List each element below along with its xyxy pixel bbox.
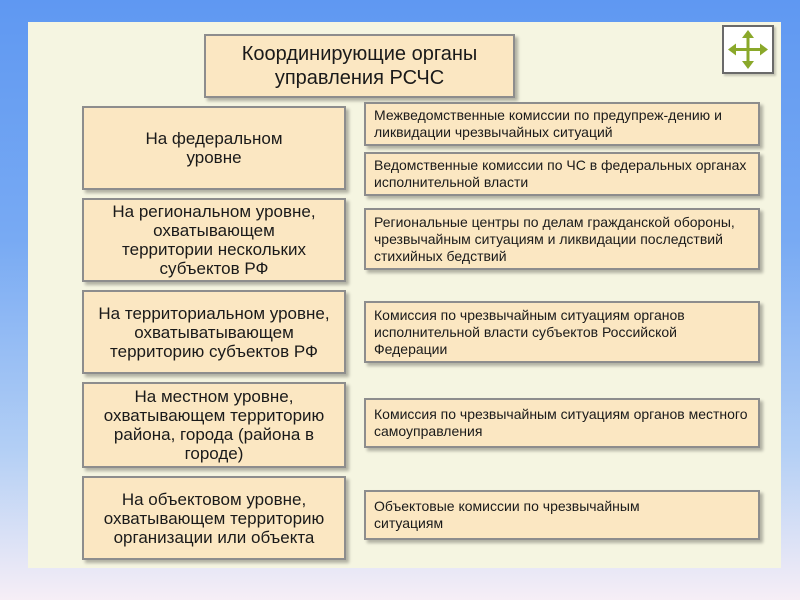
body-box-regional-centers	[364, 208, 760, 270]
body-text: Ведомственные комиссии по ЧС в федеральных органах исполнительной власти	[374, 157, 747, 190]
level-box-federal	[82, 106, 346, 190]
level-label: На объектовом уровне, охватывающем территорию организации или объекта	[103, 489, 325, 547]
body-box-departmental-commissions	[364, 152, 760, 196]
level-label: На местном уровне, охватывающем территорию района, города (района в городе)	[103, 387, 325, 463]
level-label: На региональном уровне, охватывающем территории нескольких субъектов РФ	[112, 202, 316, 278]
navigation-icon-button[interactable]	[722, 25, 774, 74]
body-text: Объектовые комиссии по чрезвычайным ситуациям	[374, 498, 640, 531]
level-box-local	[82, 382, 346, 468]
body-text: Комиссия по чрезвычайным ситуациям органов исполнительной власти субъектов Российской Федерации	[374, 306, 685, 357]
body-box-local-commission	[364, 398, 760, 448]
level-box-object	[82, 476, 346, 560]
level-box-regional	[82, 198, 346, 282]
body-text: Комиссия по чрезвычайным ситуациям органов местного самоуправления	[374, 406, 748, 439]
diagram-title	[204, 34, 515, 98]
body-text: Региональные центры по делам гражданской обороны, чрезвычайным ситуациям и ликвидации последствий стихийных бедствий	[374, 213, 735, 264]
body-box-subject-commission	[364, 301, 760, 363]
diagram-title-text: Координирующие органы управления РСЧС	[241, 43, 478, 89]
body-box-object-commissions	[364, 490, 760, 540]
level-label: На территориальном уровне, охватыватывающем территорию субъектов РФ	[98, 303, 330, 361]
body-text: Межведомственные комиссии по предупреж-дению и ликвидации чрезвычайных ситуаций	[374, 107, 722, 140]
body-box-interdepartmental-commissions	[364, 102, 760, 146]
level-label: На федеральном уровне	[145, 129, 283, 167]
level-box-territorial	[82, 290, 346, 374]
four-arrows-move-icon	[724, 27, 772, 72]
